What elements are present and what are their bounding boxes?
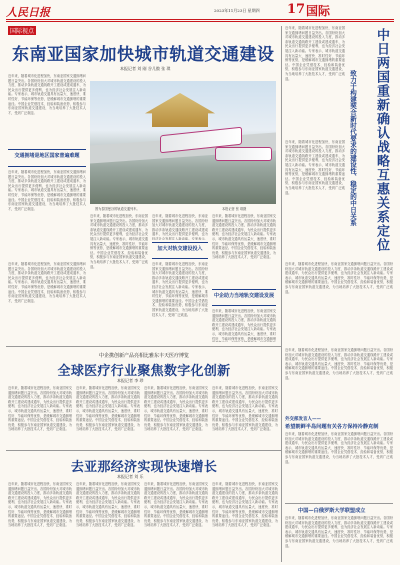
lead-headline: 东南亚国家加快城市轨道交通建设 xyxy=(12,45,275,65)
temple-illustration xyxy=(145,93,215,127)
sidebox-divider xyxy=(285,503,393,504)
column-divider xyxy=(281,26,282,346)
right-body-col-a: 近年来，随着城市化进程加快，东南亚国家交通拥堵问题日益突出。各国纷纷加大对城市轨道交通建设的投入力度，推动多条轨道交通线路开工建设或建成通车，为民众出行提供更多便利，也为经济社会发展注入新动能。专家表示，城市轨道交通具有运量大、速度快、准时性好、节能环保等优势，是缓解城市交通拥堵的重要途径。中国企业凭借技术、经验和装备优势，积极参与东南亚国家轨道交通建设，为当地培养了大批技术人才，受到广泛欢迎。 xyxy=(285,26,345,81)
lead-subhead-1: 交通拥堵是地区国家普遍难题 xyxy=(14,153,80,159)
lead-body-col-3a: 近年来，随着城市化进程加快，东南亚国家交通拥堵问题日益突出。各国纷纷加大对城市轨道交通建设的投入力度，推动多条轨道交通线路开工建设或建成通车，为民众出行提供更多便利，也为经济社会发展注入新动能。专家表示， xyxy=(152,214,208,240)
subhead-rule xyxy=(8,166,86,167)
header-rule-thin xyxy=(6,21,394,22)
sidebox1-headline: 希望朝鲜半岛问题有关各方保持冷静克制 xyxy=(285,424,379,430)
right-feature-subhead: 致力于构建契合新时代要求的建设性、稳定的中日关系 xyxy=(349,70,357,226)
story2-byline: 本报记者 李 珍 xyxy=(117,378,144,383)
right-body-col-c: 近年来，随着城市化进程加快，东南亚国家交通拥堵问题日益突出。各国纷纷加大对城市轨道交通建设的投入力度，推动多条轨道交通线路开工建设或建成通车，为民众出行提供更多便利，也为经济社会发展注入新动能。专家表示，城市轨道交通具有运量大、速度快、准时性好、节能环保等优势，是缓解城市交通拥堵的重要途径。中国企业凭借技术、经验和装备优势，积极参与东南亚国家轨道交通建设，为当地培养了大批技术人才，受到广泛欢迎。 xyxy=(285,262,393,294)
story3-headline: 去亚那经济实现快速增长 xyxy=(70,460,218,475)
section-divider xyxy=(6,346,282,347)
sidebox2-body: 近年来，随着城市化进程加快，东南亚国家交通拥堵问题日益突出。各国纷纷加大对城市轨道交通建设的投入力度，推动多条轨道交通线路开工建设或建成通车，为民众出行提供更多便利，也为经济社会发展注入新动能。专家表示，城市轨道交通具有运量大、速度快、准时性好、节能环保等优势，是缓解城市交通拥堵的重要途径。中国企业凭借技术、经验和装备优势，积极参与东南亚国家轨道交通建设，为当地培养了大批技术人才，受到广泛欢迎。 xyxy=(285,516,393,548)
lead-body-col-2: 近年来，随着城市化进程加快，东南亚国家交通拥堵问题日益突出。各国纷纷加大对城市轨道交通建设的投入力度，推动多条轨道交通线路开工建设或建成通车，为民众出行提供更多便利，也为经济社会发展注入新动能。专家表示，城市轨道交通具有运量大、速度快、准时性好、节能环保等优势，是缓解城市交通拥堵的重要途径。中国企业凭借技术、经验和装备优势，积极参与东南亚国家轨道交通建设，为当地培养了大批技术人才，受到广泛欢迎。 xyxy=(90,214,148,269)
story2-body-col-4: 近年来，随着城市化进程加快，东南亚国家交通拥堵问题日益突出。各国纷纷加大对城市轨道交通建设的投入力度，推动多条轨道交通线路开工建设或建成通车，为民众出行提供更多便利，也为经济社会发展注入新动能。专家表示，城市轨道交通具有运量大、速度快、准时性好、节能环保等优势，是缓解城市交通拥堵的重要途径。中国企业凭借技术、经验和装备优势，积极参与东南亚国家轨道交通建设，为当地培养了大批技术人才，受到广泛欢迎。 xyxy=(212,386,278,432)
lead-body-col-1: 近年来，随着城市化进程加快，东南亚国家交通拥堵问题日益突出。各国纷纷加大对城市轨道交通建设的投入力度，推动多条轨道交通线路开工建设或建成通车，为民众出行提供更多便利，也为经济社会发展注入新动能。专家表示，城市轨道交通具有运量大、速度快、准时性好、节能环保等优势，是缓解城市交通拥堵的重要途径。中国企业凭借技术、经验和装备优势，积极参与东南亚国家轨道交通建设，为当地培养了大批技术人才，受到广泛欢迎。 xyxy=(8,74,86,115)
subhead-rule xyxy=(212,289,276,290)
lead-subhead-3: 中企助力当地轨交建设发展 xyxy=(213,293,274,299)
story3-byline: 本报记者 刘 乐 xyxy=(117,474,144,479)
story3-body-col-1: 近年来，随着城市化进程加快，东南亚国家交通拥堵问题日益突出。各国纷纷加大对城市轨道交通建设的投入力度，推动多条轨道交通线路开工建设或建成通车，为民众出行提供更多便利，也为经济社会发展注入新动能。专家表示，城市轨道交通具有运量大、速度快、准时性好、节能环保等优势，是缓解城市交通拥堵的重要途径。中国企业凭借技术、经验和装备优势，积极参与东南亚国家轨道交通建设，为当地培养了大批技术人才，受到广泛欢迎。 xyxy=(8,482,72,528)
masthead-logo: 人民日报 xyxy=(6,6,50,19)
lead-byline: 本报记者 刘 刚 谷儿傲 张 琪 xyxy=(120,66,171,71)
right-feature-headline: 中日两国重新确认战略互惠关系定位 xyxy=(374,28,389,252)
section-tag: 国际视点 xyxy=(10,28,35,35)
sidebox2-headline: 中国—白俄罗斯大学联盟成立 xyxy=(298,508,366,514)
right-body-col-b: 近年来，随着城市化进程加快，东南亚国家交通拥堵问题日益突出。各国纷纷加大对城市轨道交通建设的投入力度，推动多条轨道交通线路开工建设或建成通车，为民众出行提供更多便利，也为经济社会发展注入新动能。专家表示，城市轨道交通具有运量大、速度快、准时性好、节能环保等优势，是缓解城市交通拥堵的重要途径。中国企业凭借技术、经验和装备优势，积极参与东南亚国家轨道交通建设，为当地培养了大批技术人才，受到广泛欢迎。 xyxy=(285,140,345,195)
sidebox1-title: 外交部发言人—— xyxy=(285,417,321,422)
story3-body-col-2: 近年来，随着城市化进程加快，东南亚国家交通拥堵问题日益突出。各国纷纷加大对城市轨道交通建设的投入力度，推动多条轨道交通线路开工建设或建成通车，为民众出行提供更多便利，也为经济社会发展注入新动能。专家表示，城市轨道交通具有运量大、速度快、准时性好、节能环保等优势，是缓解城市交通拥堵的重要途径。中国企业凭借技术、经验和装备优势，积极参与东南亚国家轨道交通建设，为当地培养了大批技术人才，受到广泛欢迎。 xyxy=(76,482,140,528)
photo-caption: 图为泰国曼谷的轨道交通列车。 xyxy=(95,207,140,211)
page-name: 国际 xyxy=(306,4,331,18)
lead-body-col-1b: 近年来，随着城市化进程加快，东南亚国家交通拥堵问题日益突出。各国纷纷加大对城市轨道交通建设的投入力度，推动多条轨道交通线路开工建设或建成通车，为民众出行提供更多便利，也为经济社会发展注入新动能。专家表示，城市轨道交通具有运量大、速度快、准时性好、节能环保等优势，是缓解城市交通拥堵的重要途径。中国企业凭借技术、经验和装备优势，积极参与东南亚国家轨道交通建设，为当地培养了大批技术人才，受到广泛欢迎。 xyxy=(8,170,86,211)
lead-photo xyxy=(90,81,276,204)
story3-body-col-3: 近年来，随着城市化进程加快，东南亚国家交通拥堵问题日益突出。各国纷纷加大对城市轨道交通建设的投入力度，推动多条轨道交通线路开工建设或建成通车，为民众出行提供更多便利，也为经济社会发展注入新动能。专家表示，城市轨道交通具有运量大、速度快、准时性好、节能环保等优势，是缓解城市交通拥堵的重要途径。中国企业凭借技术、经验和装备优势，积极参与东南亚国家轨道交通建设，为当地培养了大批技术人才，受到广泛欢迎。 xyxy=(144,482,208,528)
story2-kicker: 中企携创新产品亮相比雅东丰天医疗博览 xyxy=(98,353,189,359)
story2-body-col-1: 近年来，随着城市化进程加快，东南亚国家交通拥堵问题日益突出。各国纷纷加大对城市轨道交通建设的投入力度，推动多条轨道交通线路开工建设或建成通车，为民众出行提供更多便利，也为经济社会发展注入新动能。专家表示，城市轨道交通具有运量大、速度快、准时性好、节能环保等优势，是缓解城市交通拥堵的重要途径。中国企业凭借技术、经验和装备优势，积极参与东南亚国家轨道交通建设，为当地培养了大批技术人才，受到广泛欢迎。 xyxy=(8,386,72,432)
dateline: 2023年11月23日 星期四 xyxy=(214,8,260,13)
subhead-rule xyxy=(8,149,86,150)
photo-credit: 本报记者 张 琪摄 xyxy=(222,207,247,211)
story3-body-col-4: 近年来，随着城市化进程加快，东南亚国家交通拥堵问题日益突出。各国纷纷加大对城市轨道交通建设的投入力度，推动多条轨道交通线路开工建设或建成通车，为民众出行提供更多便利，也为经济社会发展注入新动能。专家表示，城市轨道交通具有运量大、速度快、准时性好、节能环保等优势，是缓解城市交通拥堵的重要途径。中国企业凭借技术、经验和装备优势，积极参与东南亚国家轨道交通建设，为当地培养了大批技术人才，受到广泛欢迎。 xyxy=(212,482,278,528)
story2-body-col-3: 近年来，随着城市化进程加快，东南亚国家交通拥堵问题日益突出。各国纷纷加大对城市轨道交通建设的投入力度，推动多条轨道交通线路开工建设或建成通车，为民众出行提供更多便利，也为经济社会发展注入新动能。专家表示，城市轨道交通具有运量大、速度快、准时性好、节能环保等优势，是缓解城市交通拥堵的重要途径。中国企业凭借技术、经验和装备优势，积极参与东南亚国家轨道交通建设，为当地培养了大批技术人才，受到广泛欢迎。 xyxy=(144,386,208,432)
header-rule xyxy=(6,19,394,20)
train-illustration xyxy=(215,147,272,161)
subhead-rule xyxy=(152,258,208,259)
lead-body-col-4b: 近年来，随着城市化进程加快，东南亚国家交通拥堵问题日益突出。各国纷纷加大对城市轨道交通建设的投入力度，推动多条轨道交通线路开工建设或建成通车，为民众出行提供更多便利，也为经济社会发展注入新动能。专家表示，城市轨道交通具有运量大、速度快、准时性好、节能环保等优势，是缓解城市交通拥堵 xyxy=(212,309,276,341)
lead-body-col-4a: 近年来，随着城市化进程加快，东南亚国家交通拥堵问题日益突出。各国纷纷加大对城市轨道交通建设的投入力度，推动多条轨道交通线路开工建设或建成通车，为民众出行提供更多便利，也为经济社会发展注入新动能。专家表示，城市轨道交通具有运量大、速度快、准时性好、节能环保等优势，是缓解城市交通拥堵的重要途径。中国企业凭借技术、经验和装备优势，积极参与东南亚国家轨道交通建设，为当地培养了大批技术人才，受到广泛欢迎。 xyxy=(212,214,276,260)
sidebox1-body: 近年来，随着城市化进程加快，东南亚国家交通拥堵问题日益突出。各国纷纷加大对城市轨道交通建设的投入力度，推动多条轨道交通线路开工建设或建成通车，为民众出行提供更多便利，也为经济社会发展注入新动能。专家表示，城市轨道交通具有运量大、速度快、准时性好、节能环保等优势，是缓解城市交通拥堵的重要途径。中国企业凭借技术、经验和装备优势，积极参与东南亚国家轨道交通建设，为当地培养了大批技术人才，受到广泛欢迎。 xyxy=(285,432,393,464)
section-divider xyxy=(6,450,282,451)
page-number: 17 xyxy=(287,2,306,17)
lead-body-col-3b: 近年来，随着城市化进程加快，东南亚国家交通拥堵问题日益突出。各国纷纷加大对城市轨道交通建设的投入力度，推动多条轨道交通线路开工建设或建成通车，为民众出行提供更多便利，也为经济社会发展注入新动能。专家表示，城市轨道交通具有运量大、速度快、准时性好、节能环保等优势，是缓解城市交通拥堵的重要途径。中国企业凭借技术、经验和装备优势，积极参与东南亚国家轨道交通建设，为当地培养了大批技术人才，受到广泛欢迎。 xyxy=(152,262,208,317)
lead-subhead-2: 加大对轨交建设投入 xyxy=(157,246,203,252)
story2-body-col-2: 近年来，随着城市化进程加快，东南亚国家交通拥堵问题日益突出。各国纷纷加大对城市轨道交通建设的投入力度，推动多条轨道交通线路开工建设或建成通车，为民众出行提供更多便利，也为经济社会发展注入新动能。专家表示，城市轨道交通具有运量大、速度快、准时性好、节能环保等优势，是缓解城市交通拥堵的重要途径。中国企业凭借技术、经验和装备优势，积极参与东南亚国家轨道交通建设，为当地培养了大批技术人才，受到广泛欢迎。 xyxy=(76,386,140,432)
story2-headline: 全球医疗行业聚焦数字化创新 xyxy=(57,364,231,379)
column-divider xyxy=(281,346,282,562)
subhead-rule xyxy=(152,242,208,243)
right-lower-body: 近年来，随着城市化进程加快，东南亚国家交通拥堵问题日益突出。各国纷纷加大对城市轨道交通建设的投入力度，推动多条轨道交通线路开工建设或建成通车，为民众出行提供更多便利，也为经济社会发展注入新动能。专家表示，城市轨道交通具有运量大、速度快、准时性好、节能环保等优势，是缓解城市交通拥堵的重要途径。中国企业凭借技术、经验和装备优势，积极参与东南亚国家轨道交通建设，为当地培养了大批技术人才，受到广泛欢迎。 xyxy=(285,348,393,380)
lead-body-col-1c: 近年来，随着城市化进程加快，东南亚国家交通拥堵问题日益突出。各国纷纷加大对城市轨道交通建设的投入力度，推动多条轨道交通线路开工建设或建成通车，为民众出行提供更多便利，也为经济社会发展注入新动能。专家表示，城市轨道交通具有运量大、速度快、准时性好、节能环保等优势，是缓解城市交通拥堵的重要途径。中国企业凭借技术、经验和装备优势，积极参与东南亚国家轨道交通建设，为当地培养了大批技术人才，受到广泛欢迎。 xyxy=(8,262,86,303)
subhead-rule xyxy=(212,305,276,306)
